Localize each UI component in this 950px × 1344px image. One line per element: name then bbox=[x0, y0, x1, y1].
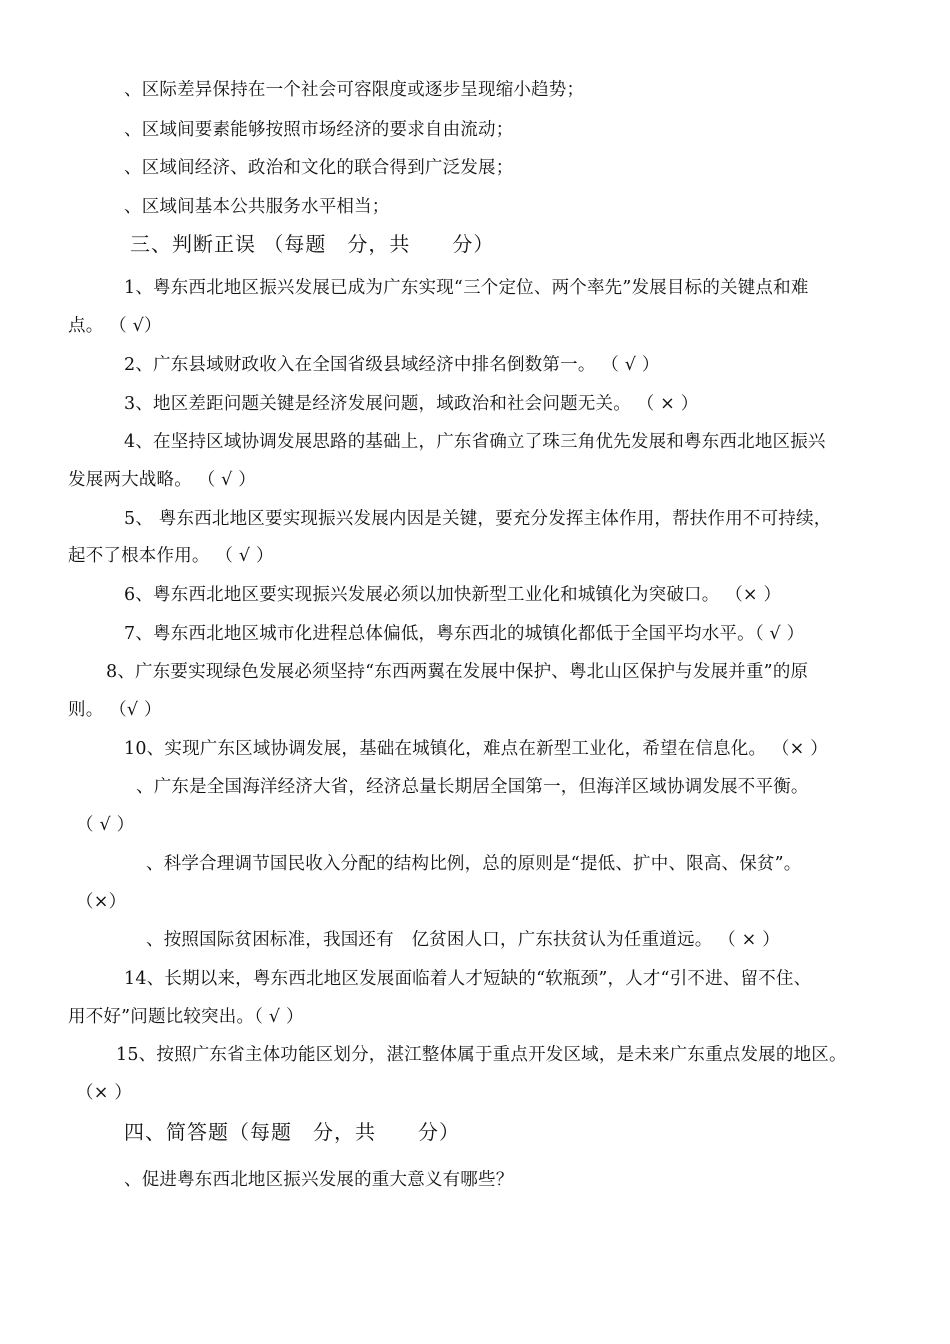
judgment-item-continuation: 起不了根本作用。 （ √ ） bbox=[68, 546, 274, 566]
section-heading: 三、判断正误 （每题 分，共 分） bbox=[130, 232, 495, 256]
judgment-item: 5、 粤东西北地区要实现振兴发展内因是关键，要充分发挥主体作用，帮扶作用不可持续， bbox=[124, 509, 832, 529]
judgment-item-continuation: （ √ ） bbox=[76, 815, 135, 835]
bullet-line: 、区际差异保持在一个社会可容限度或逐步呈现缩小趋势； bbox=[124, 80, 585, 100]
judgment-item: 8、广东要实现绿色发展必须坚持“东西两翼在发展中保护、粤北山区保护与发展并重”的原 bbox=[106, 662, 809, 682]
judgment-item: 、广东是全国海洋经济大省，经济总量长期居全国第一，但海洋区域协调发展不平衡。 bbox=[136, 777, 809, 797]
judgment-item-continuation: （× ） bbox=[76, 1083, 133, 1103]
bullet-line: 、区域间经济、政治和文化的联合得到广泛发展； bbox=[124, 158, 514, 178]
bullet-line: 、区域间基本公共服务水平相当； bbox=[124, 197, 390, 217]
judgment-item: 3、地区差距问题关键是经济发展问题，域政治和社会问题无关。 （ × ） bbox=[124, 394, 699, 414]
judgment-item: 10、实现广东区域协调发展，基础在城镇化，难点在新型工业化，希望在信息化。 （× ） bbox=[124, 739, 828, 759]
judgment-item: 1、粤东西北地区振兴发展已成为广东实现“三个定位、两个率先”发展目标的关键点和难 bbox=[124, 278, 809, 298]
bullet-line: 、区域间要素能够按照市场经济的要求自由流动； bbox=[124, 120, 514, 140]
judgment-item-continuation: （×） bbox=[76, 892, 127, 912]
judgment-item-continuation: 发展两大战略。 （ √ ） bbox=[68, 470, 256, 490]
section-heading: 四、简答题（每题 分，共 分） bbox=[124, 1120, 460, 1144]
judgment-item-continuation: 用不好”问题比较突出。（ √ ） bbox=[68, 1007, 304, 1027]
judgment-item: 、按照国际贫困标准，我国还有 亿贫困人口，广东扶贫认为任重道远。 （ × ） bbox=[146, 930, 780, 950]
judgment-item-continuation: 则。 （√ ） bbox=[68, 700, 162, 720]
judgment-item: 2、广东县域财政收入在全国省级县域经济中排名倒数第一。 （ √ ） bbox=[124, 355, 660, 375]
judgment-item: 、科学合理调节国民收入分配的结构比例，总的原则是“提低、扩中、限高、保贫”。 bbox=[146, 854, 802, 874]
judgment-item: 7、粤东西北地区城市化进程总体偏低，粤东西北的城镇化都低于全国平均水平。（ √ ） bbox=[124, 624, 805, 644]
judgment-item: 14、长期以来，粤东西北地区发展面临着人才短缺的“软瓶颈”，人才“引不进、留不住、 bbox=[124, 969, 812, 989]
judgment-item: 6、粤东西北地区要实现振兴发展必须以加快新型工业化和城镇化为突破口。 （× ） bbox=[124, 585, 782, 605]
judgment-item-continuation: 点。 （ √） bbox=[68, 316, 162, 336]
judgment-item: 15、按照广东省主体功能区划分，湛江整体属于重点开发区域，是未来广东重点发展的地区。 bbox=[116, 1045, 847, 1065]
judgment-item: 4、在坚持区域协调发展思路的基础上，广东省确立了珠三角优先发展和粤东西北地区振兴 bbox=[124, 432, 826, 452]
question-line: 、促进粤东西北地区振兴发展的重大意义有哪些？ bbox=[124, 1170, 514, 1190]
